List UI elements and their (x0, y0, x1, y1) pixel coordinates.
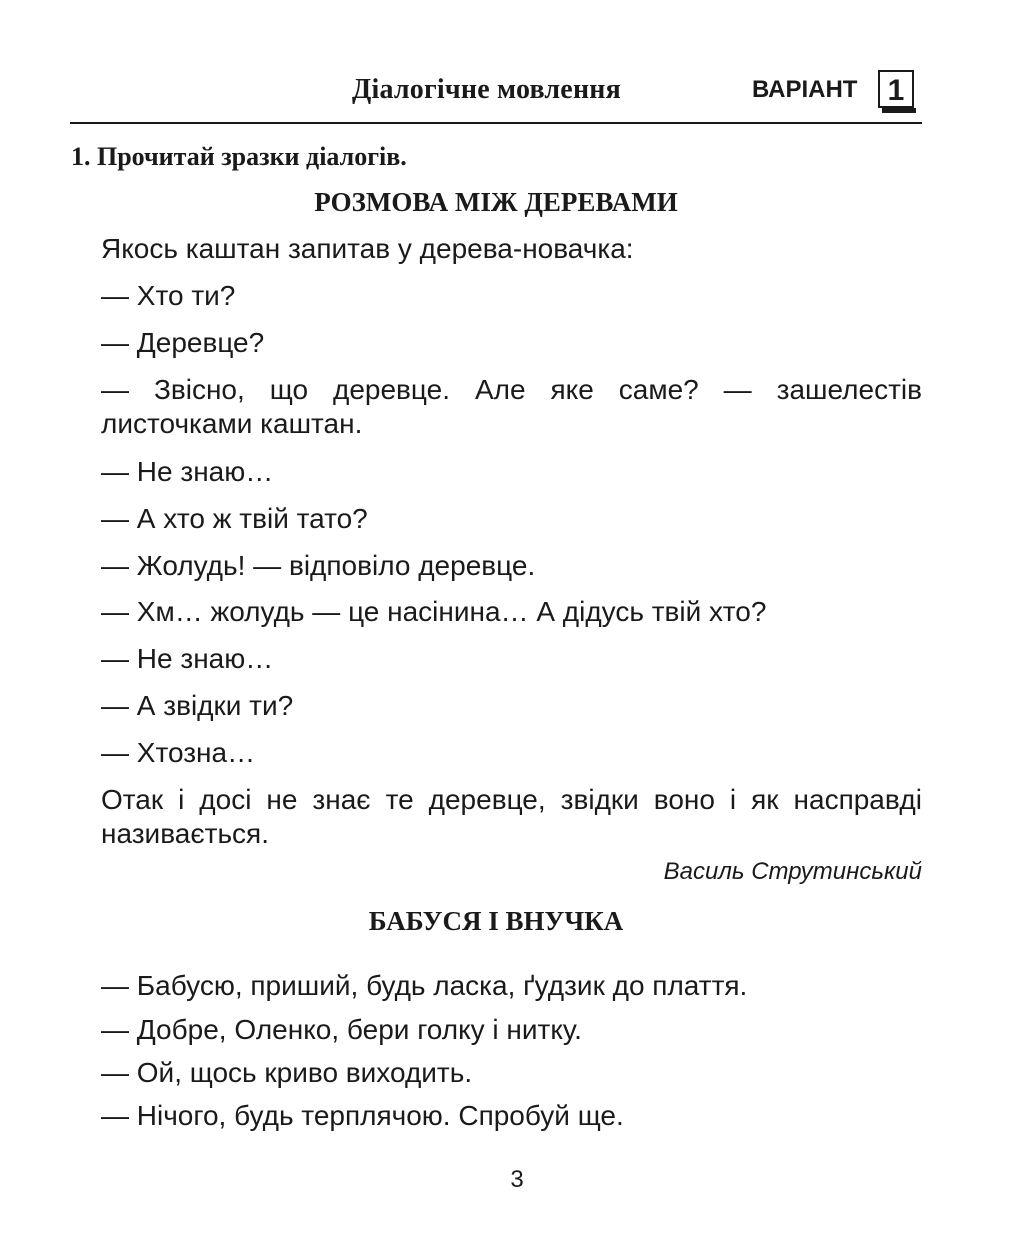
variant-label: ВАРІАНТ (752, 76, 858, 103)
dialog2-line: — Добре, Оленко, бери голку і нитку. (101, 1014, 582, 1045)
dialog1-line: — Жолудь! — відповіло деревце. (101, 550, 536, 581)
dialog2-line: — Нічого, будь терплячою. Спробуй ще. (101, 1100, 624, 1131)
page-number: 3 (510, 1166, 524, 1193)
dialog1-line: Якось каштан запитав у дерева-новачка: (101, 233, 634, 264)
task-instruction: 1. Прочитай зразки діалогів. (71, 142, 407, 171)
dialog1-line: — Деревце? (101, 327, 265, 358)
header-divider (70, 122, 922, 124)
dialog2-line: — Бабусю, приший, будь ласка, ґудзик до плаття. (101, 970, 748, 1001)
dialog1-line: — Хто ти? (101, 280, 236, 311)
page-header-title: Діалогічне мовлення (352, 74, 621, 105)
dialog1-line: — Не знаю… (101, 456, 274, 487)
variant-box-shadow (882, 108, 916, 113)
variant-number-box: 1 (878, 70, 914, 108)
dialog1-author: Василь Струтинський (663, 858, 922, 885)
dialog1-line: — Звісно, що деревце. Але яке саме? — зашелестів листочками каштан. (101, 374, 922, 439)
dialog1-line: — А хто ж твій тато? (101, 503, 368, 534)
dialog1-line: Отак і досі не знає те деревце, звідки воно і як насправді називається. (101, 784, 922, 849)
dialog1-line: — А звідки ти? (101, 690, 294, 721)
dialog2-line: — Ой, щось криво виходить. (101, 1057, 473, 1088)
dialog1-line: — Хм… жолудь — це насінина… А дідусь твій хто? (101, 596, 767, 627)
dialog2-title: БАБУСЯ І ВНУЧКА (368, 906, 624, 936)
dialog1-line: — Хтозна… (101, 737, 256, 768)
dialog1-line: — Не знаю… (101, 643, 274, 674)
dialog1-title: РОЗМОВА МІЖ ДЕРЕВАМИ (314, 187, 678, 217)
